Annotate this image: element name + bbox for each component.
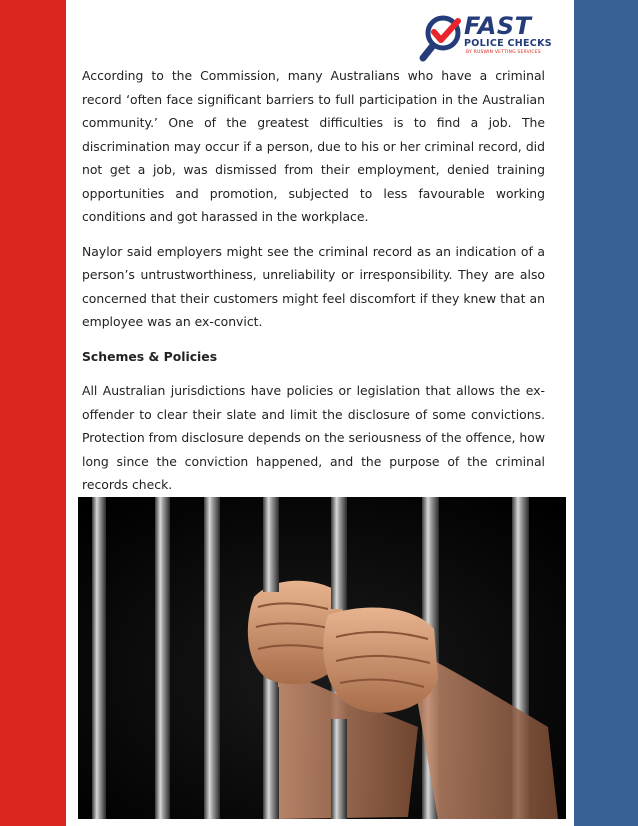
left-color-band — [0, 0, 66, 826]
paragraph-commission: According to the Commission, many Australians who have a criminal record ‘often face significant barriers to full participation in the Australian community.’ One of the greatest difficulties is to find a job. The discrimination may occur if a person, due to his or her criminal record, did not get a job, was dismissed from their employment, denied training opportunities and promotion, subjected to less favourable working conditions and got harassed in the workplace. — [82, 68, 545, 224]
section-heading: Schemes & Policies — [82, 348, 218, 364]
logo-title: FAST — [464, 12, 532, 40]
paragraph-naylor: Naylor said employers might see the criminal record as an indication of a person’s untrustworthiness, unreliability or irresponsibility. They are also concerned that their customers might feel discomfort if they knew that an employee was an ex-convict. — [82, 243, 545, 329]
document-page — [66, 0, 574, 826]
paragraph-schemes: All Australian jurisdictions have policies or legislation that allows the ex-offender to clear their slate and limit the disclosure of some convictions. Protection from disclosure depends on the seriousness of the offence, how long since the conviction happened, and the purpose of the criminal records check. — [82, 383, 545, 492]
magnifier-check-icon — [418, 12, 468, 64]
right-color-band — [574, 0, 638, 826]
logo-tagline: BY RUSWIN VETTING SERVICES — [466, 50, 541, 55]
article-body — [82, 64, 545, 508]
logo-subtitle: POLICE CHECKS — [464, 38, 552, 49]
hands-gripping-prison-bars-photo — [78, 497, 566, 819]
brand-logo — [418, 12, 568, 64]
